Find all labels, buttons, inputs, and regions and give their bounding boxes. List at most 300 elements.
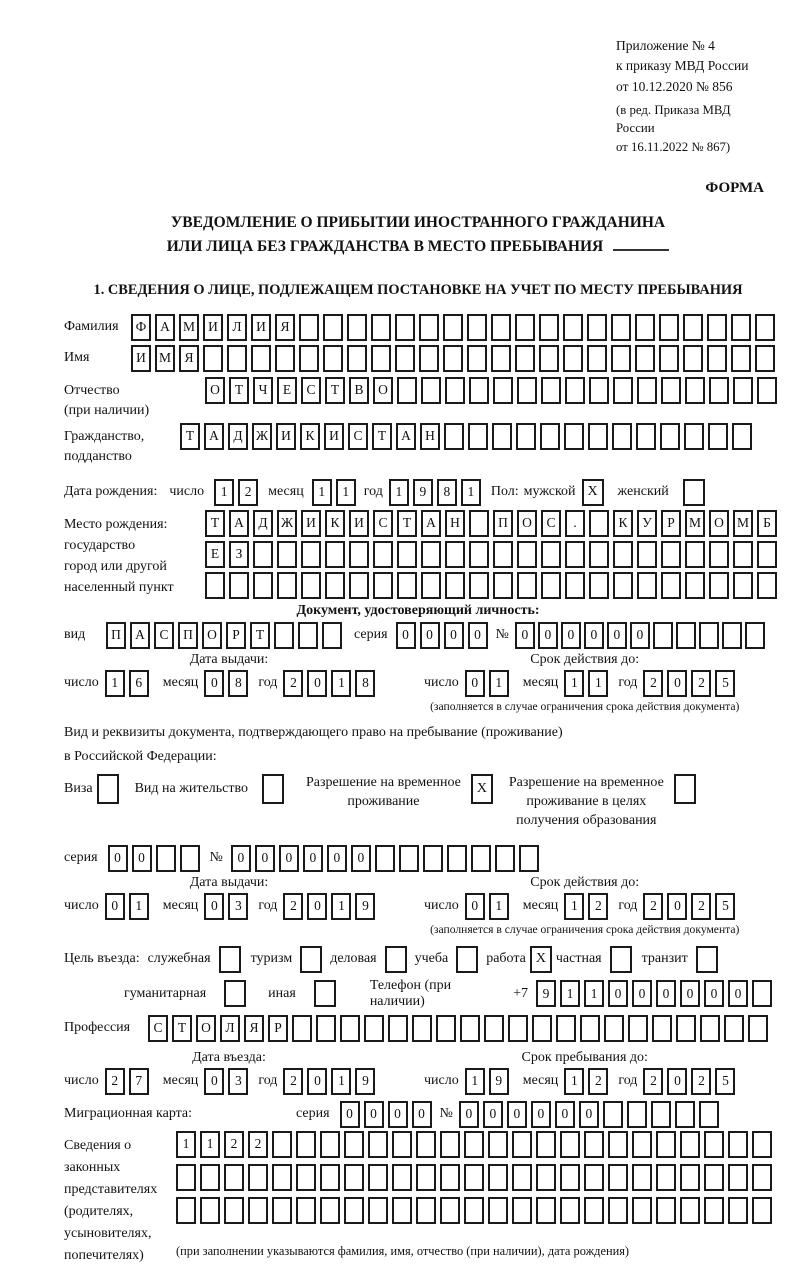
char-cell[interactable]: Т (397, 510, 417, 537)
char-cell[interactable]: 9 (489, 1068, 509, 1095)
char-cell[interactable] (492, 423, 512, 450)
char-cell[interactable] (416, 1197, 436, 1224)
char-cell[interactable] (445, 377, 465, 404)
char-cell[interactable] (653, 622, 673, 649)
char-cell[interactable]: О (205, 377, 225, 404)
char-cell[interactable] (251, 345, 271, 372)
char-cell[interactable]: Л (227, 314, 247, 341)
char-cell[interactable]: 9 (355, 893, 375, 920)
char-cell[interactable] (752, 1164, 772, 1191)
char-cell[interactable]: 0 (468, 622, 488, 649)
char-cell[interactable] (652, 1015, 672, 1042)
char-cell[interactable]: 0 (704, 980, 724, 1007)
char-cell[interactable] (445, 541, 465, 568)
char-cell[interactable]: 0 (561, 622, 581, 649)
char-cell[interactable] (371, 314, 391, 341)
char-cell[interactable]: Р (661, 510, 681, 537)
char-cell[interactable]: 1 (214, 479, 234, 506)
char-cell[interactable]: 0 (667, 1068, 687, 1095)
char-cell[interactable] (253, 572, 273, 599)
char-cell[interactable] (440, 1164, 460, 1191)
char-cell[interactable]: К (325, 510, 345, 537)
char-cell[interactable] (325, 541, 345, 568)
char-cell[interactable] (656, 1131, 676, 1158)
char-cell[interactable] (708, 423, 728, 450)
purpose-official-checkbox[interactable] (219, 946, 241, 973)
char-cell[interactable] (541, 572, 561, 599)
char-cell[interactable] (419, 345, 439, 372)
char-cell[interactable] (340, 1015, 360, 1042)
char-cell[interactable]: 0 (340, 1101, 360, 1128)
char-cell[interactable]: Д (228, 423, 248, 450)
char-cell[interactable] (757, 572, 777, 599)
char-cell[interactable]: 1 (129, 893, 149, 920)
char-cell[interactable] (464, 1164, 484, 1191)
char-cell[interactable] (709, 572, 729, 599)
char-cell[interactable] (421, 541, 441, 568)
char-cell[interactable] (444, 423, 464, 450)
char-cell[interactable] (659, 345, 679, 372)
char-cell[interactable]: И (276, 423, 296, 450)
char-cell[interactable] (733, 572, 753, 599)
char-cell[interactable]: Ж (252, 423, 272, 450)
char-cell[interactable] (200, 1197, 220, 1224)
char-cell[interactable] (632, 1197, 652, 1224)
char-cell[interactable] (732, 423, 752, 450)
temp-residence-checkbox[interactable]: X (471, 774, 493, 804)
char-cell[interactable] (587, 314, 607, 341)
char-cell[interactable]: З (229, 541, 249, 568)
char-cell[interactable] (733, 377, 753, 404)
char-cell[interactable] (272, 1131, 292, 1158)
char-cell[interactable] (447, 845, 467, 872)
char-cell[interactable] (675, 1101, 695, 1128)
char-cell[interactable] (757, 377, 777, 404)
char-cell[interactable]: 0 (420, 622, 440, 649)
char-cell[interactable] (539, 345, 559, 372)
char-cell[interactable] (603, 1101, 623, 1128)
char-cell[interactable] (440, 1131, 460, 1158)
char-cell[interactable] (707, 345, 727, 372)
char-cell[interactable]: 0 (680, 980, 700, 1007)
char-cell[interactable] (556, 1015, 576, 1042)
char-cell[interactable]: 0 (108, 845, 128, 872)
char-cell[interactable]: Е (277, 377, 297, 404)
char-cell[interactable] (469, 572, 489, 599)
char-cell[interactable] (395, 345, 415, 372)
char-cell[interactable] (205, 572, 225, 599)
char-cell[interactable] (540, 423, 560, 450)
char-cell[interactable]: 8 (228, 670, 248, 697)
char-cell[interactable] (299, 345, 319, 372)
char-cell[interactable] (423, 845, 443, 872)
char-cell[interactable] (604, 1015, 624, 1042)
char-cell[interactable] (323, 314, 343, 341)
char-cell[interactable] (635, 345, 655, 372)
char-cell[interactable] (661, 572, 681, 599)
char-cell[interactable] (563, 314, 583, 341)
char-cell[interactable] (659, 314, 679, 341)
char-cell[interactable] (508, 1015, 528, 1042)
char-cell[interactable]: 0 (555, 1101, 575, 1128)
char-cell[interactable] (368, 1131, 388, 1158)
char-cell[interactable] (224, 1197, 244, 1224)
char-cell[interactable] (517, 541, 537, 568)
char-cell[interactable]: 0 (351, 845, 371, 872)
char-cell[interactable]: 1 (389, 479, 409, 506)
char-cell[interactable]: Ч (253, 377, 273, 404)
char-cell[interactable] (460, 1015, 480, 1042)
char-cell[interactable]: Т (229, 377, 249, 404)
char-cell[interactable]: 0 (307, 670, 327, 697)
char-cell[interactable]: 0 (584, 622, 604, 649)
char-cell[interactable] (512, 1131, 532, 1158)
char-cell[interactable] (564, 423, 584, 450)
char-cell[interactable] (637, 377, 657, 404)
char-cell[interactable] (613, 572, 633, 599)
char-cell[interactable] (536, 1131, 556, 1158)
char-cell[interactable] (709, 541, 729, 568)
char-cell[interactable] (397, 541, 417, 568)
char-cell[interactable]: Ж (277, 510, 297, 537)
char-cell[interactable] (368, 1197, 388, 1224)
char-cell[interactable]: Я (244, 1015, 264, 1042)
char-cell[interactable] (584, 1131, 604, 1158)
char-cell[interactable] (392, 1197, 412, 1224)
char-cell[interactable] (469, 377, 489, 404)
purpose-humanitarian-checkbox[interactable] (224, 980, 246, 1007)
char-cell[interactable] (323, 345, 343, 372)
char-cell[interactable]: У (637, 510, 657, 537)
char-cell[interactable]: 8 (355, 670, 375, 697)
char-cell[interactable]: 1 (331, 893, 351, 920)
char-cell[interactable]: 2 (283, 1068, 303, 1095)
char-cell[interactable]: 1 (331, 1068, 351, 1095)
char-cell[interactable]: Н (445, 510, 465, 537)
char-cell[interactable]: 1 (564, 893, 584, 920)
char-cell[interactable]: 2 (105, 1068, 125, 1095)
char-cell[interactable]: 0 (632, 980, 652, 1007)
char-cell[interactable]: 3 (228, 893, 248, 920)
char-cell[interactable]: И (203, 314, 223, 341)
char-cell[interactable] (613, 541, 633, 568)
char-cell[interactable]: 2 (283, 670, 303, 697)
char-cell[interactable] (491, 345, 511, 372)
char-cell[interactable]: 0 (327, 845, 347, 872)
char-cell[interactable] (685, 377, 705, 404)
female-checkbox[interactable] (683, 479, 705, 506)
char-cell[interactable] (464, 1131, 484, 1158)
char-cell[interactable]: Т (180, 423, 200, 450)
char-cell[interactable] (371, 345, 391, 372)
char-cell[interactable] (683, 345, 703, 372)
char-cell[interactable]: 9 (355, 1068, 375, 1095)
char-cell[interactable] (700, 1015, 720, 1042)
purpose-business-checkbox[interactable] (385, 946, 407, 973)
char-cell[interactable]: Р (268, 1015, 288, 1042)
char-cell[interactable] (560, 1164, 580, 1191)
char-cell[interactable]: 0 (656, 980, 676, 1007)
char-cell[interactable] (296, 1197, 316, 1224)
char-cell[interactable]: 0 (412, 1101, 432, 1128)
char-cell[interactable] (200, 1164, 220, 1191)
char-cell[interactable] (608, 1131, 628, 1158)
char-cell[interactable] (635, 314, 655, 341)
char-cell[interactable]: 1 (465, 1068, 485, 1095)
char-cell[interactable]: О (202, 622, 222, 649)
char-cell[interactable] (580, 1015, 600, 1042)
char-cell[interactable]: О (709, 510, 729, 537)
char-cell[interactable] (611, 345, 631, 372)
char-cell[interactable] (416, 1164, 436, 1191)
char-cell[interactable] (203, 345, 223, 372)
char-cell[interactable] (325, 572, 345, 599)
char-cell[interactable]: 0 (364, 1101, 384, 1128)
char-cell[interactable] (248, 1164, 268, 1191)
char-cell[interactable] (676, 1015, 696, 1042)
char-cell[interactable] (589, 572, 609, 599)
char-cell[interactable] (683, 314, 703, 341)
char-cell[interactable] (395, 314, 415, 341)
char-cell[interactable] (656, 1197, 676, 1224)
char-cell[interactable] (464, 1197, 484, 1224)
char-cell[interactable]: С (301, 377, 321, 404)
char-cell[interactable]: 8 (437, 479, 457, 506)
char-cell[interactable]: С (154, 622, 174, 649)
purpose-tourism-checkbox[interactable] (300, 946, 322, 973)
char-cell[interactable]: 1 (461, 479, 481, 506)
visa-checkbox[interactable] (97, 774, 119, 804)
char-cell[interactable] (728, 1164, 748, 1191)
char-cell[interactable] (491, 314, 511, 341)
char-cell[interactable] (344, 1164, 364, 1191)
char-cell[interactable] (516, 423, 536, 450)
char-cell[interactable] (412, 1015, 432, 1042)
char-cell[interactable] (752, 980, 772, 1007)
char-cell[interactable] (661, 541, 681, 568)
char-cell[interactable] (512, 1164, 532, 1191)
char-cell[interactable] (680, 1131, 700, 1158)
char-cell[interactable] (587, 345, 607, 372)
char-cell[interactable]: Б (757, 510, 777, 537)
char-cell[interactable]: 2 (588, 1068, 608, 1095)
char-cell[interactable]: С (148, 1015, 168, 1042)
char-cell[interactable]: 0 (465, 893, 485, 920)
char-cell[interactable]: 3 (228, 1068, 248, 1095)
char-cell[interactable] (301, 541, 321, 568)
char-cell[interactable]: А (130, 622, 150, 649)
char-cell[interactable]: С (348, 423, 368, 450)
char-cell[interactable] (632, 1164, 652, 1191)
char-cell[interactable] (392, 1164, 412, 1191)
char-cell[interactable] (709, 377, 729, 404)
char-cell[interactable] (392, 1131, 412, 1158)
male-checkbox[interactable]: X (582, 479, 604, 506)
char-cell[interactable] (397, 572, 417, 599)
char-cell[interactable] (560, 1131, 580, 1158)
purpose-study-checkbox[interactable] (456, 946, 478, 973)
char-cell[interactable] (488, 1131, 508, 1158)
char-cell[interactable]: 0 (303, 845, 323, 872)
char-cell[interactable] (757, 541, 777, 568)
char-cell[interactable]: 1 (564, 1068, 584, 1095)
char-cell[interactable]: 2 (691, 893, 711, 920)
char-cell[interactable] (322, 622, 342, 649)
char-cell[interactable]: П (178, 622, 198, 649)
char-cell[interactable] (699, 1101, 719, 1128)
char-cell[interactable] (344, 1197, 364, 1224)
char-cell[interactable]: 0 (667, 670, 687, 697)
char-cell[interactable] (752, 1131, 772, 1158)
char-cell[interactable]: 5 (715, 893, 735, 920)
char-cell[interactable]: Д (253, 510, 273, 537)
char-cell[interactable]: 0 (255, 845, 275, 872)
char-cell[interactable] (469, 510, 489, 537)
char-cell[interactable] (589, 377, 609, 404)
char-cell[interactable] (436, 1015, 456, 1042)
char-cell[interactable] (421, 572, 441, 599)
char-cell[interactable] (229, 572, 249, 599)
char-cell[interactable]: М (179, 314, 199, 341)
char-cell[interactable] (253, 541, 273, 568)
char-cell[interactable] (467, 314, 487, 341)
char-cell[interactable] (484, 1015, 504, 1042)
char-cell[interactable]: 5 (715, 1068, 735, 1095)
char-cell[interactable] (660, 423, 680, 450)
char-cell[interactable]: О (517, 510, 537, 537)
char-cell[interactable] (636, 423, 656, 450)
char-cell[interactable] (488, 1164, 508, 1191)
char-cell[interactable] (685, 572, 705, 599)
char-cell[interactable]: 5 (715, 670, 735, 697)
char-cell[interactable]: 0 (388, 1101, 408, 1128)
char-cell[interactable]: 2 (248, 1131, 268, 1158)
char-cell[interactable] (347, 314, 367, 341)
char-cell[interactable] (493, 541, 513, 568)
char-cell[interactable] (748, 1015, 768, 1042)
char-cell[interactable] (680, 1164, 700, 1191)
char-cell[interactable]: 2 (283, 893, 303, 920)
char-cell[interactable] (419, 314, 439, 341)
char-cell[interactable] (180, 845, 200, 872)
char-cell[interactable]: 1 (200, 1131, 220, 1158)
char-cell[interactable]: Ф (131, 314, 151, 341)
char-cell[interactable]: И (324, 423, 344, 450)
char-cell[interactable]: 0 (231, 845, 251, 872)
char-cell[interactable] (608, 1164, 628, 1191)
char-cell[interactable]: Я (179, 345, 199, 372)
char-cell[interactable] (469, 541, 489, 568)
char-cell[interactable]: И (251, 314, 271, 341)
char-cell[interactable]: 0 (579, 1101, 599, 1128)
char-cell[interactable]: 0 (132, 845, 152, 872)
char-cell[interactable] (421, 377, 441, 404)
char-cell[interactable]: Н (420, 423, 440, 450)
char-cell[interactable]: 0 (507, 1101, 527, 1128)
char-cell[interactable] (320, 1131, 340, 1158)
char-cell[interactable] (515, 345, 535, 372)
char-cell[interactable] (320, 1197, 340, 1224)
char-cell[interactable]: 0 (630, 622, 650, 649)
char-cell[interactable] (316, 1015, 336, 1042)
char-cell[interactable]: П (106, 622, 126, 649)
char-cell[interactable] (512, 1197, 532, 1224)
char-cell[interactable]: 1 (588, 670, 608, 697)
char-cell[interactable] (349, 572, 369, 599)
char-cell[interactable] (589, 510, 609, 537)
char-cell[interactable] (699, 622, 719, 649)
char-cell[interactable] (347, 345, 367, 372)
char-cell[interactable]: Е (205, 541, 225, 568)
char-cell[interactable] (399, 845, 419, 872)
char-cell[interactable]: 6 (129, 670, 149, 697)
char-cell[interactable] (685, 541, 705, 568)
char-cell[interactable]: 2 (643, 893, 663, 920)
char-cell[interactable]: 0 (465, 670, 485, 697)
char-cell[interactable]: 0 (667, 893, 687, 920)
char-cell[interactable]: С (541, 510, 561, 537)
char-cell[interactable]: Р (226, 622, 246, 649)
char-cell[interactable] (541, 377, 561, 404)
char-cell[interactable] (627, 1101, 647, 1128)
char-cell[interactable]: М (685, 510, 705, 537)
char-cell[interactable]: Т (250, 622, 270, 649)
char-cell[interactable] (493, 377, 513, 404)
char-cell[interactable]: 0 (204, 670, 224, 697)
char-cell[interactable]: 9 (413, 479, 433, 506)
char-cell[interactable] (443, 345, 463, 372)
char-cell[interactable] (224, 1164, 244, 1191)
char-cell[interactable] (612, 423, 632, 450)
char-cell[interactable]: О (373, 377, 393, 404)
char-cell[interactable] (373, 572, 393, 599)
char-cell[interactable]: О (196, 1015, 216, 1042)
char-cell[interactable] (532, 1015, 552, 1042)
char-cell[interactable]: 0 (608, 980, 628, 1007)
char-cell[interactable] (539, 314, 559, 341)
char-cell[interactable]: 1 (331, 670, 351, 697)
char-cell[interactable]: 0 (307, 1068, 327, 1095)
char-cell[interactable]: 2 (691, 1068, 711, 1095)
char-cell[interactable]: А (396, 423, 416, 450)
char-cell[interactable] (445, 572, 465, 599)
edu-residence-checkbox[interactable] (674, 774, 696, 804)
char-cell[interactable] (584, 1164, 604, 1191)
char-cell[interactable]: 1 (564, 670, 584, 697)
char-cell[interactable]: 0 (396, 622, 416, 649)
char-cell[interactable] (517, 377, 537, 404)
char-cell[interactable] (632, 1131, 652, 1158)
char-cell[interactable] (608, 1197, 628, 1224)
char-cell[interactable] (156, 845, 176, 872)
char-cell[interactable]: 1 (584, 980, 604, 1007)
char-cell[interactable]: 1 (336, 479, 356, 506)
char-cell[interactable] (745, 622, 765, 649)
char-cell[interactable]: 2 (643, 670, 663, 697)
char-cell[interactable]: А (229, 510, 249, 537)
char-cell[interactable] (227, 345, 247, 372)
char-cell[interactable]: 0 (531, 1101, 551, 1128)
char-cell[interactable] (301, 572, 321, 599)
char-cell[interactable] (637, 572, 657, 599)
char-cell[interactable] (536, 1197, 556, 1224)
char-cell[interactable] (728, 1197, 748, 1224)
char-cell[interactable] (755, 345, 775, 372)
char-cell[interactable] (588, 423, 608, 450)
char-cell[interactable] (517, 572, 537, 599)
char-cell[interactable] (416, 1131, 436, 1158)
char-cell[interactable] (368, 1164, 388, 1191)
